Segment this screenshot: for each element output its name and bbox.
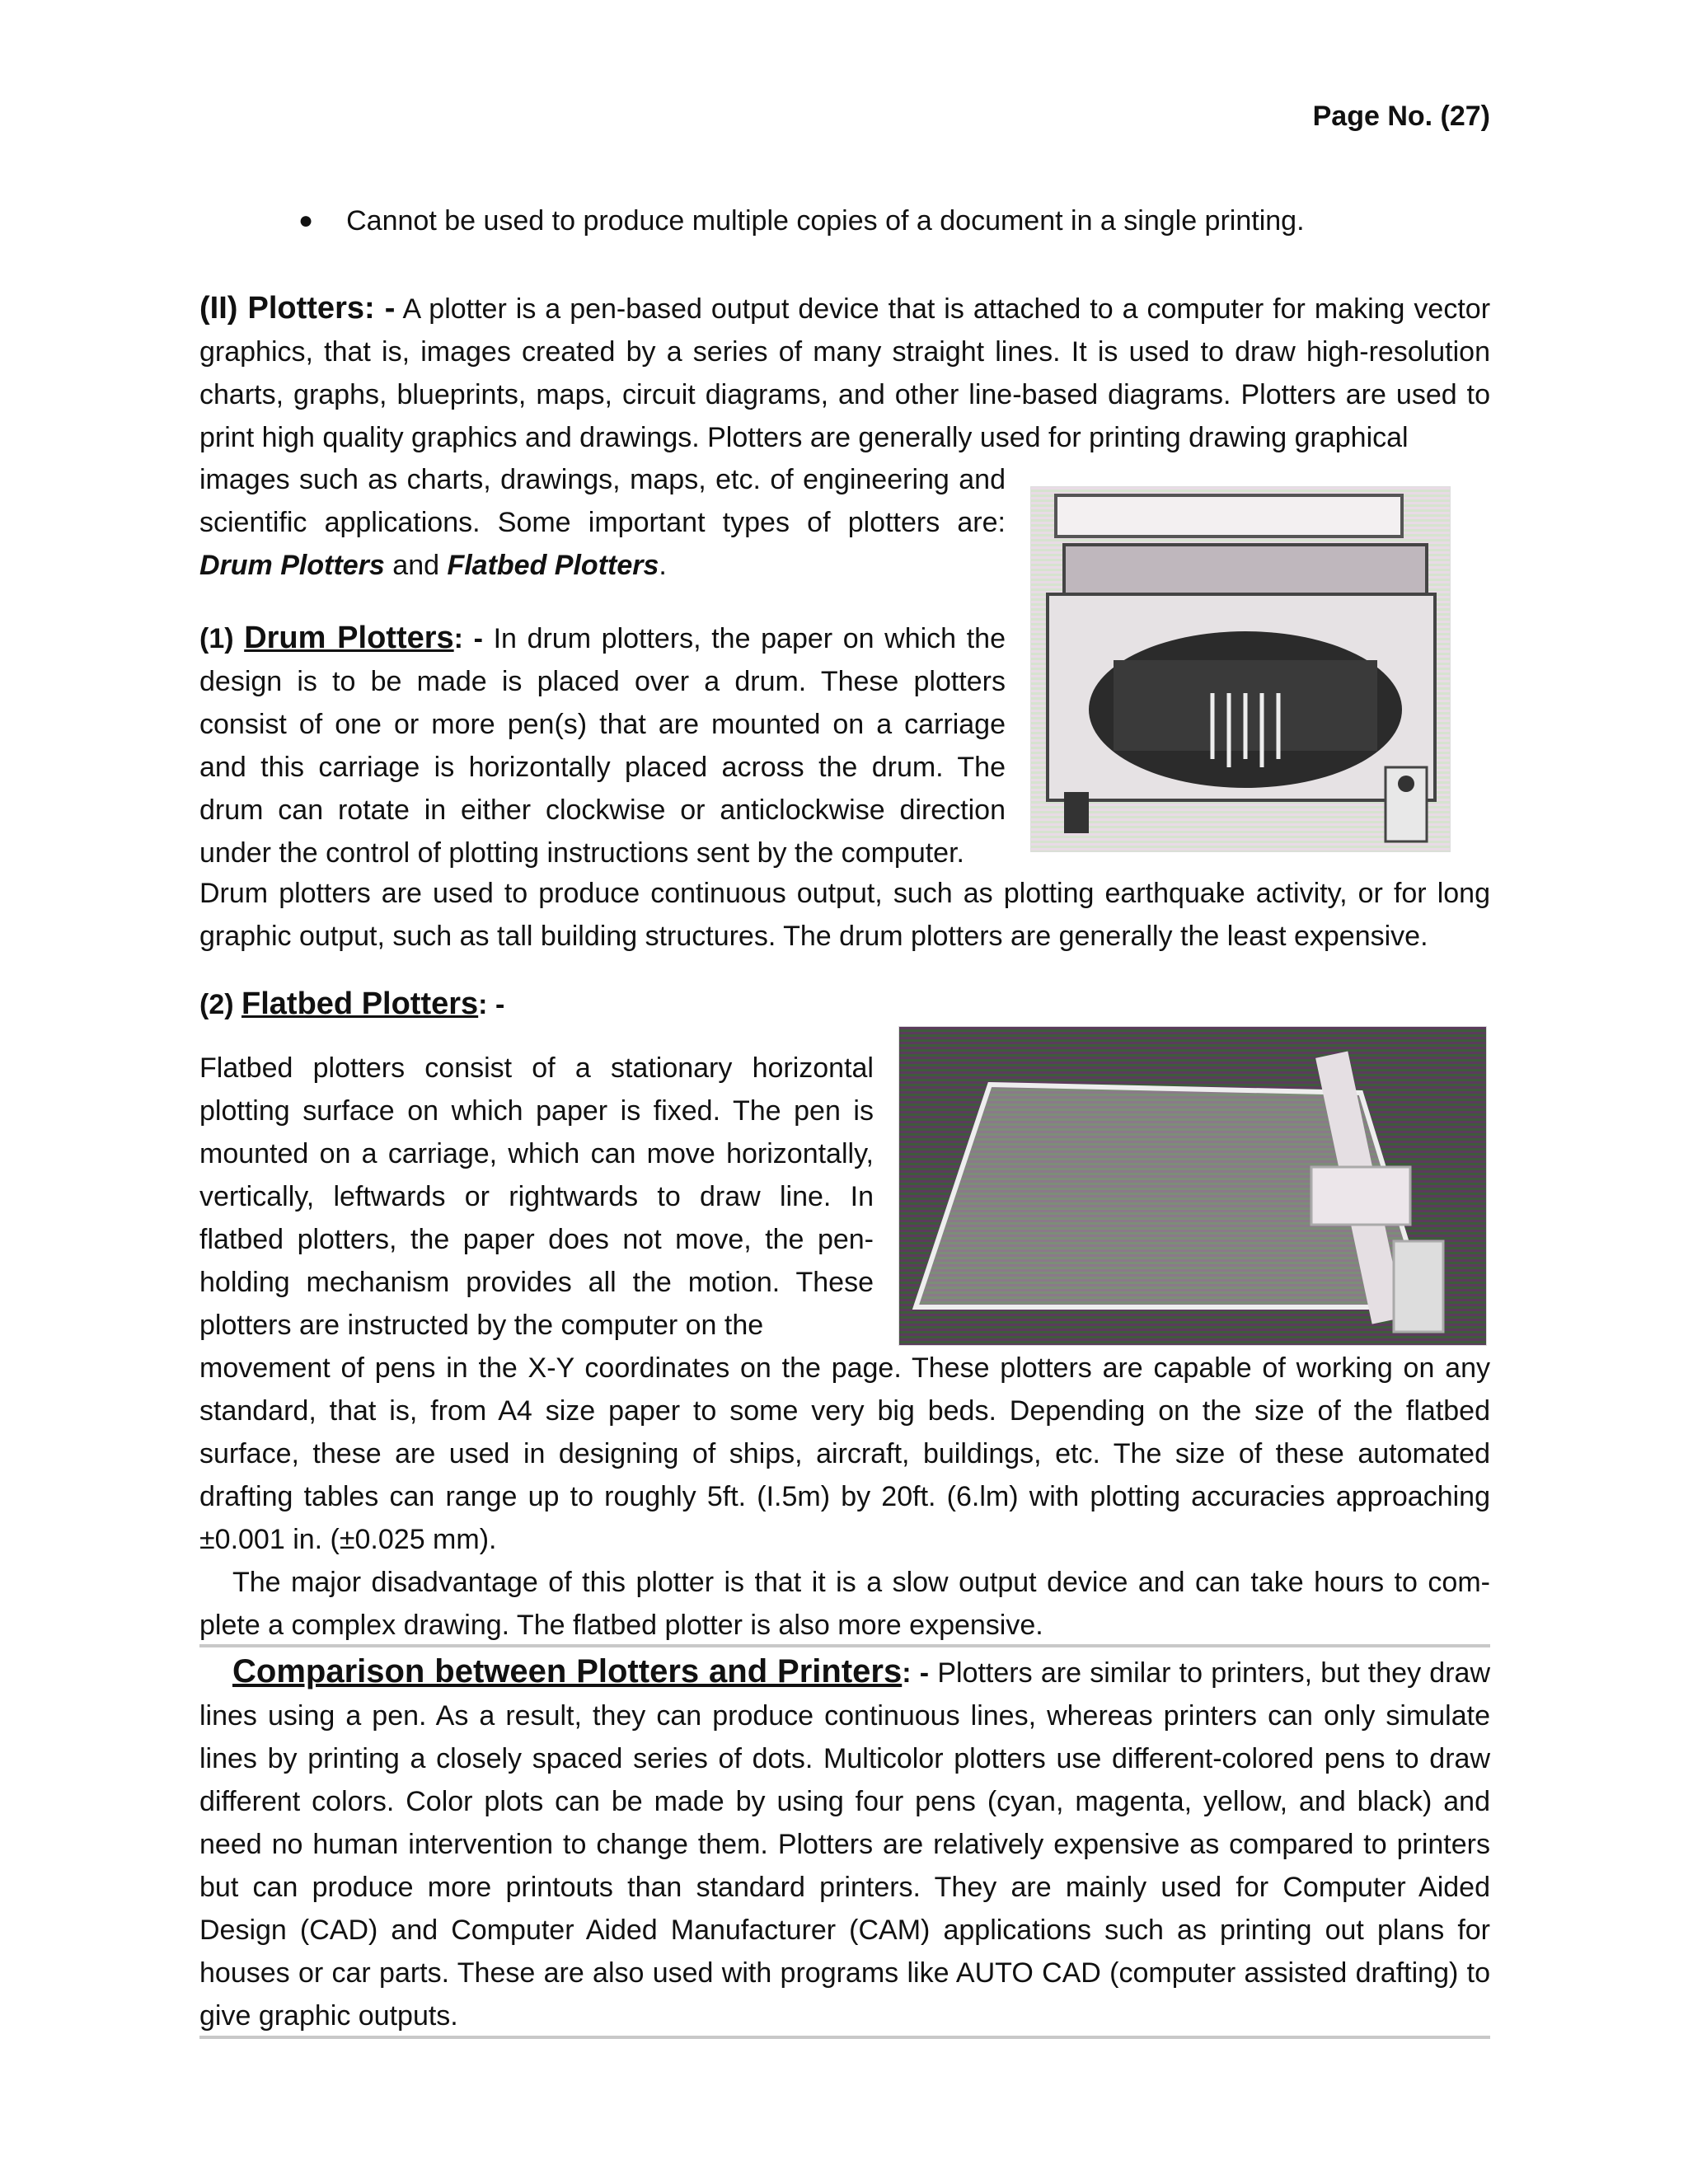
period: . [659,550,667,581]
flatbed-colon: : - [478,989,505,1020]
comparison-title: Comparison between Plotters and Printers [232,1653,903,1690]
drum-plotter-photo [1030,486,1451,852]
section-divider-top [199,1644,1490,1647]
comparison-colon: : - [902,1657,930,1689]
drum-number: (1) [199,623,234,654]
drum-plotters-title: Drum Plotters [244,621,454,655]
plotters-intro [199,287,1490,459]
page-number: Page No. (27) [1312,101,1490,132]
plotters-intro-continued [199,458,1006,587]
flatbed-plotters-paragraph-full: movement of pens in the X-Y coordinates on the page. These plotters are capable of working on any standard, that is, from A4 size paper to some very big beds. Depending on the size of the flatbed surface, these are used in designing of ships, aircraft, buildings, etc. The size of these automated drafting tables can range up to roughly 5ft. (I.5m) by 20ft. (6.lm) with plotting accuracies approaching ±0.001 in. (±0.025 mm). [199,1352,1490,1555]
comparison-paragraph: Plotters are similar to printers, but they draw lines using a pen. As a result, they can produce continuous lines, whereas printers can only simulate lines by printing a closely spaced series of dots. Multicolor plotters use different-colored pens to draw different colors. Color plots can be made by using four pens (cyan, magenta, yellow, and black) and need no human intervention to change them. Plotters are relatively expensive as compared to printers but can produce more printouts than standard printers. They are mainly used for Computer Aided Design (CAD) and Computer Aided Manufacturer (CAM) applications such as printing out plans for houses or car parts. These are also used with programs like AUTO CAD (computer assisted drafting) to give graphic outputs. [199,1657,1490,2032]
and-word: and [392,550,440,581]
flatbed-heading [199,982,1490,1026]
bullet-text: Cannot be used to produce multiple copies of a document in a single printing. [346,205,1305,237]
plotters-paragraph: A plotter is a pen-based output device that is attached to a computer for making vector graphics, that is, images created by a series of many straight lines. It is used to draw high-resolution charts, graphs, blueprints, maps, circuit diagrams, and other line-based diagrams. Plotters are used to print high quality graphics and drawings. Plotters are generally used for printing drawing graphical [199,293,1491,453]
comparison-section [199,1650,1490,2037]
section-divider-bottom [199,2036,1490,2039]
drum-colon: : - [453,623,483,654]
flatbed-number: (2) [199,989,234,1020]
flatbed-plotters-paragraph: Flatbed plotters consist of a stationary horizontal plotting surface on which paper is fixed. The pen is mounted on a carriage, which can move horizontally, vertically, leftwards or rightwards to draw line. In flatbed plotters, the paper does not move, the pen-holding mechanism provides all the motion. These plotters are instructed by the computer on the [199,1052,874,1341]
drum-plotters-section [199,616,1006,874]
plotters-types-text: images such as charts, drawings, maps, etc. of engineering and scientific applications. Some important types of plotters are: [199,464,1006,538]
drum-plotters-paragraph: In drum plotters, the paper on which the design is to be made is placed over a drum. These plotters consist of one or more pen(s) that are mounted on a carriage and this carriage is horizontally placed across the drum. The drum can rotate in either clockwise or anticlockwise direction under the control of plotting instructions sent by the computer. [199,623,1006,869]
drum-plotters-term: Drum Plotters [199,550,385,581]
bullet-dot: ● [298,207,314,234]
plotters-heading: (II) Plotters: - [199,291,396,326]
flatbed-plotters-title: Flatbed Plotters [241,987,479,1021]
flatbed-disadvantage-paragraph: The major disadvantage of this plotter is that it is a slow output device and can take hours to com-plete a complex drawing. The flatbed plotter is also more expensive. [199,1567,1490,1641]
flatbed-plotter-illustration [899,1027,1486,1345]
drum-plotters-paragraph-full: Drum plotters are used to produce continuous output, such as plotting earthquake activity, or for long graphic output, such as tall building structures. The drum plotters are generally the least expensive. [199,878,1490,952]
flatbed-plotter-photo [898,1026,1487,1346]
drum-plotter-illustration [1031,487,1450,851]
bullet-item [298,199,1305,242]
flatbed-plotters-term: Flatbed Plotters [447,550,659,581]
